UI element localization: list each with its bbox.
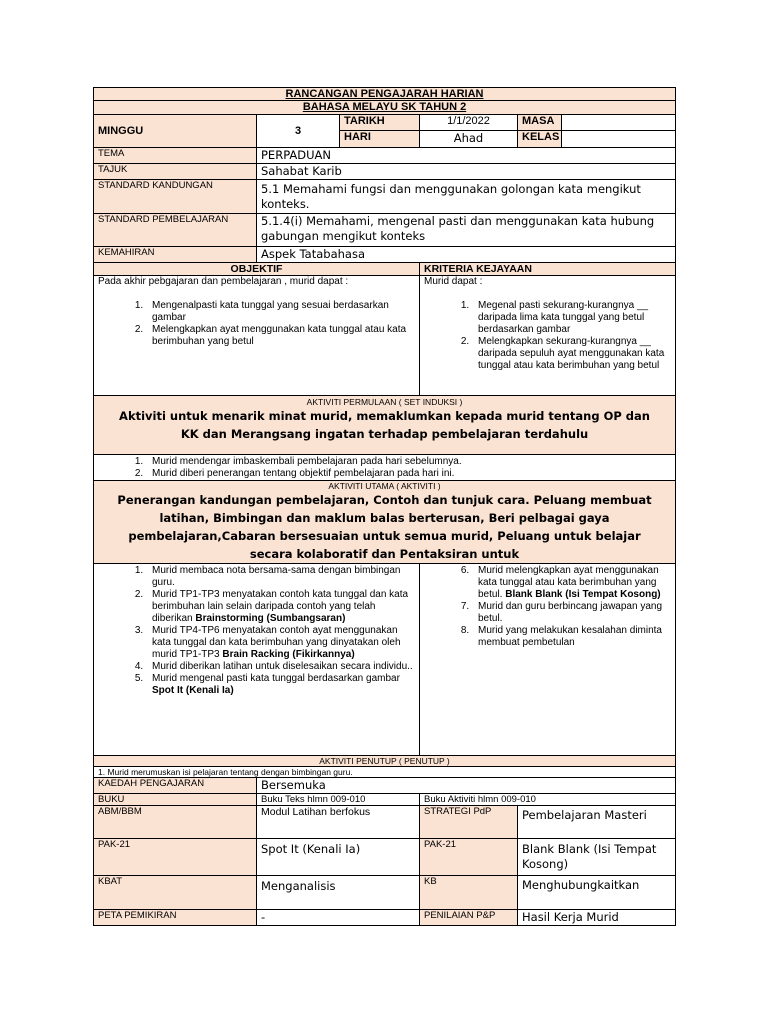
subject-title: BAHASA MELAYU SK TAHUN 2 xyxy=(94,101,676,115)
pak-value-2: Blank Blank (Isi Tempat Kosong) xyxy=(518,839,676,876)
utama-item-text: Murid membaca nota bersama-sama dengan bimbingan guru. xyxy=(152,565,401,588)
utama-item-strategy: Brainstorming (Sumbangsaran) xyxy=(195,613,346,624)
kemahiran-label: KEMAHIRAN xyxy=(94,247,257,263)
buku-value-aktiviti: Buku Aktiviti hlmn 009-010 xyxy=(420,794,676,806)
tarikh-value: 1/1/2022 xyxy=(420,115,518,131)
utama-item xyxy=(146,661,415,673)
utama-item xyxy=(472,565,671,601)
kb-label: KB xyxy=(420,876,518,910)
objektif-item: 1. Mengenalpasti kata tunggal yang sesuai berdasarkan gambar xyxy=(146,300,415,324)
strategi-value: Pembelajaran Masteri xyxy=(518,806,676,839)
kriteria-header: KRITERIA KEJAYAAN xyxy=(420,263,676,276)
utama-right-list xyxy=(424,565,671,649)
objektif-intro: Pada akhir pebgajaran dan pembelajaran , murid dapat : xyxy=(98,276,349,287)
utama-item-text: Murid yang melakukan kesalahan diminta membuat pembetulan xyxy=(478,625,662,648)
utama-item xyxy=(146,565,415,589)
kriteria-list xyxy=(424,300,671,372)
penutup-text: 1. Murid merumuskan isi pelajaran tentang dengan bimbingan guru. xyxy=(94,767,676,778)
buku-value-teks: Buku Teks hlmn 009-010 xyxy=(257,794,420,806)
utama-block xyxy=(94,481,676,564)
penilaian-value: Hasil Kerja Murid xyxy=(518,910,676,926)
kaedah-value: Bersemuka xyxy=(257,778,676,794)
utama-item-text: Murid diberikan latihan untuk diselesaikan secara individu.. xyxy=(152,661,413,672)
document-title: RANCANGAN PENGAJARAH HARIAN xyxy=(94,88,676,101)
penilaian-label: PENILAIAN P&P xyxy=(420,910,518,926)
peta-label: PETA PEMIKIRAN xyxy=(94,910,257,926)
utama-right-cell xyxy=(420,564,676,756)
kelas-value xyxy=(562,131,676,148)
penutup-header: AKTIVITI PENUTUP ( PENUTUP ) xyxy=(94,756,676,767)
utama-header: AKTIVITI UTAMA ( AKTIVITI ) xyxy=(328,481,441,491)
kbat-label: KBAT xyxy=(94,876,257,910)
utama-item-strategy: Brain Racking (Fikirkannya) xyxy=(222,649,355,660)
pak-value-1: Spot It (Kenali Ia) xyxy=(257,839,420,876)
objektif-cell xyxy=(94,276,420,396)
kriteria-item: 1. Megenal pasti sekurang-kurangnya __ daripada lima kata tunggal yang betul berdasarkan gambar xyxy=(472,300,671,336)
utama-item xyxy=(146,625,415,661)
minggu-value: 3 xyxy=(257,115,340,148)
kemahiran-value: Aspek Tatabahasa xyxy=(257,247,676,263)
utama-left-list xyxy=(98,565,415,697)
kriteria-intro: Murid dapat : xyxy=(424,276,483,287)
objektif-header: OBJEKTIF xyxy=(94,263,420,276)
hari-value: Ahad xyxy=(420,131,518,148)
utama-item-strategy: Blank Blank (Isi Tempat Kosong) xyxy=(505,589,661,600)
permulaan-list xyxy=(98,456,671,480)
tema-value: PERPADUAN xyxy=(257,148,676,164)
standard-kandungan-value: 5.1 Memahami fungsi dan menggunakan golongan kata mengikut konteks. xyxy=(257,180,676,214)
permulaan-item: 1. Murid mendengar imbaskembali pembelajaran pada hari sebelumnya. xyxy=(146,456,671,468)
utama-left-cell xyxy=(94,564,420,756)
lesson-plan-table xyxy=(93,87,676,926)
permulaan-block xyxy=(94,396,676,455)
kaedah-label: KAEDAH PENGAJARAN xyxy=(94,778,257,794)
utama-item xyxy=(146,673,415,697)
kriteria-item: 2. Melengkapkan sekurang-kurangnya __ daripada sepuluh ayat menggunakan kata tunggal atau kata berimbuhan yang betul xyxy=(472,336,671,372)
tema-label: TEMA xyxy=(94,148,257,164)
tajuk-value: Sahabat Karib xyxy=(257,164,676,180)
permulaan-text: Aktiviti untuk menarik minat murid, memaklumkan kepada murid tentang OP dan KK dan Merangsang ingatan terhadap pembelajaran terdahulu xyxy=(119,409,650,441)
peta-value: - xyxy=(257,910,420,926)
permulaan-header: AKTIVITI PERMULAAN ( SET INDUKSI ) xyxy=(306,397,463,407)
standard-kandungan-label: STANDARD KANDUNGAN xyxy=(94,180,257,214)
standard-pembelajaran-label: STANDARD PEMBELAJARAN xyxy=(94,214,257,247)
utama-item xyxy=(146,589,415,625)
strategi-label: STRATEGI PdP xyxy=(420,806,518,839)
permulaan-list-cell xyxy=(94,455,676,481)
pak-label-2: PAK-21 xyxy=(420,839,518,876)
utama-item-text: Murid melengkapkan ayat menggunakan kata tunggal atau kata berimbuhan yang betul. xyxy=(478,565,659,600)
kb-value: Menghubungkaitkan xyxy=(518,876,676,910)
utama-item-text: Murid dan guru berbincang jawapan yang betul. xyxy=(478,601,663,624)
pak-label: PAK-21 xyxy=(94,839,257,876)
utama-item xyxy=(472,625,671,649)
utama-text: Penerangan kandungan pembelajaran, Contoh dan tunjuk cara. Peluang membuat latihan, Bimbingan dan maklum balas berterusan, Beri pelbagai gaya pembelajaran,Cabaran bersesuaian untuk semua murid, Peluang untuk belajar secara kolaboratif dan Pentaksiran untuk xyxy=(117,493,652,561)
kelas-label: KELAS xyxy=(518,131,562,148)
utama-item-text: Murid TP1-TP3 menyatakan contoh kata tunggal dan kata berimbuhan lain selain daripada contoh yang telah diberikan xyxy=(152,589,409,624)
utama-item-text: Murid mengenal pasti kata tunggal berdasarkan gambar xyxy=(152,673,400,684)
hari-label: HARI xyxy=(340,131,420,148)
masa-label: MASA xyxy=(518,115,562,131)
kbat-value: Menganalisis xyxy=(257,876,420,910)
kriteria-cell xyxy=(420,276,676,396)
utama-item-strategy: Spot It (Kenali Ia) xyxy=(152,685,234,696)
permulaan-item: 2. Murid diberi penerangan tentang objektif pembelajaran pada hari ini. xyxy=(146,468,671,480)
utama-item-text: Murid TP4-TP6 menyatakan contoh ayat menggunakan kata tunggal dan kata berimbuhan yang dinyatakan oleh murid TP1-TP3 xyxy=(152,625,401,660)
masa-value xyxy=(562,115,676,131)
tarikh-label: TARIKH xyxy=(340,115,420,131)
tajuk-label: TAJUK xyxy=(94,164,257,180)
buku-label: BUKU xyxy=(94,794,257,806)
lesson-plan-sheet xyxy=(93,87,675,926)
abm-value: Modul Latihan berfokus xyxy=(257,806,420,839)
minggu-label: MINGGU xyxy=(94,115,257,148)
objektif-item: 2. Melengkapkan ayat menggunakan kata tunggal atau kata berimbuhan yang betul xyxy=(146,324,415,348)
utama-item xyxy=(472,601,671,625)
objektif-list xyxy=(98,300,415,348)
abm-label: ABM/BBM xyxy=(94,806,257,839)
standard-pembelajaran-value: 5.1.4(i) Memahami, mengenal pasti dan menggunakan kata hubung gabungan mengikut konteks xyxy=(257,214,676,247)
